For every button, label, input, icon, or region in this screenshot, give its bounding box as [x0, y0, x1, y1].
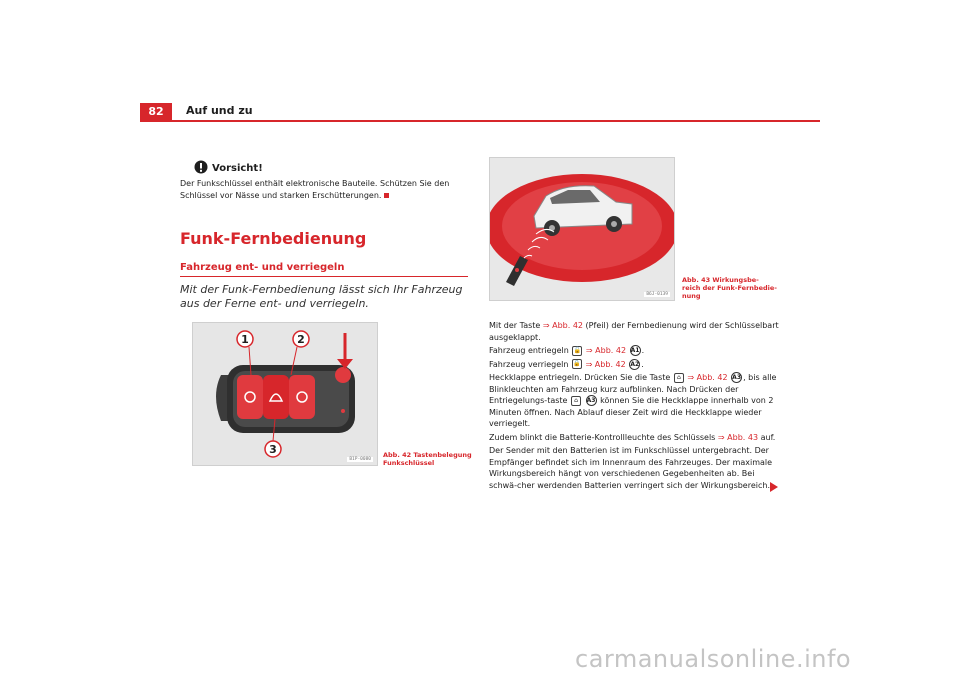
running-title: Auf und zu [186, 104, 253, 117]
intro-text: Mit der Funk-Fernbedienung lässt sich Ihr Fahrzeug aus der Ferne ent- und verriegeln. [180, 283, 463, 310]
trunk-symbol-icon: ⌂ [571, 396, 581, 406]
callout-3: 3 [269, 443, 277, 456]
lock-symbol-icon: 🔒 [573, 360, 581, 367]
figure-key-fob [192, 322, 378, 466]
callout-a2: A2 [630, 360, 640, 368]
lock-button [289, 375, 315, 419]
unlock-button [237, 375, 263, 419]
figure-code: B6J-0139 [646, 292, 668, 297]
figure-reference-link[interactable]: ⇒ Abb. 42 [542, 321, 584, 330]
callout-2: 2 [297, 333, 305, 346]
figure-reference-link[interactable]: ⇒ Abb. 42 [585, 359, 626, 369]
header-rule [140, 120, 820, 122]
callout-a3: A3 [732, 374, 741, 381]
unlock-symbol-icon: 🔓 [573, 346, 582, 354]
paragraph: Heckklappe entriegeln. Drücken Sie die Taste ⌂ ⇒ Abb. 42 A3 , bis alle Blinkleuchten am Fahrzeug kurz aufblinken. Nach Drücken der Entriegelungs-taste ⌂ A3 können Sie die Heckklappe innerhalb von 2 Minuten öffnen. Nach Ablauf dieser Zeit wird die Heckklappe wieder verriegelt. [489, 373, 777, 428]
callout-a3: A3 [586, 397, 596, 404]
paragraph: Mit der Taste ⇒ Abb. 42 (Pfeil) der Fernbedienung wird der Schlüsselbart ausgeklappt. [489, 321, 779, 342]
warning-text: Der Funkschlüssel enthält elektronische Bauteile. Schützen Sie den Schlüssel vor Nässe und starken Erschütterungen. [180, 179, 450, 200]
key-release-button [335, 367, 351, 383]
end-mark-icon [384, 193, 389, 198]
paragraph: Zudem blinkt die Batterie-Kontrollleuchte des Schlüssels ⇒ Abb. 43 auf. [489, 432, 776, 442]
trunk-button [263, 375, 289, 419]
callout-1: 1 [241, 333, 249, 346]
callout-a1: A1 [630, 347, 640, 354]
exclamation-icon [194, 160, 208, 174]
range-illustration [490, 158, 674, 300]
section-title: Funk-Fernbedienung [180, 229, 367, 248]
subsection-title: Fahrzeug ent- und verriegeln [180, 262, 345, 273]
figure-reference-link[interactable]: ⇒ Abb. 43 [717, 432, 759, 442]
warning-title: Vorsicht! [212, 163, 263, 174]
figure-code: B1P-0080 [349, 457, 371, 462]
figure-caption: Abb. 42 Tastenbelegung Funkschlüssel [383, 451, 472, 467]
figure-caption: Abb. 43 Wirkungsbe-reich der Funk-Fernbedie-nung [682, 276, 777, 300]
subsection-rule [180, 276, 468, 277]
page-number: 82 [140, 103, 172, 120]
body-text [489, 320, 781, 493]
figure-reference-link[interactable]: ⇒ Abb. 42 [585, 346, 627, 355]
watermark: carmanualsonline.info [575, 645, 852, 673]
paragraph: Fahrzeug verriegeln 🔒 ⇒ Abb. 42 A2 . [489, 359, 644, 369]
paragraph: Der Sender mit den Batterien ist im Funkschlüssel untergebracht. Der Empfänger befindet sich im Innenraum des Fahrzeuges. Der maximale Wirkungsbereich hängt von verschiedenen Gegebenheiten ab. Bei schwä-cher werdenden Batterien verringert sich der Wirkungsbereich. [489, 446, 773, 490]
trunk-symbol-icon: ⌂ [674, 373, 684, 383]
figure-range [489, 157, 675, 301]
paragraph: Fahrzeug entriegeln 🔓 ⇒ Abb. 42 A1 . [489, 346, 645, 355]
next-page-arrow-icon[interactable] [770, 482, 778, 492]
figure-reference-link[interactable]: ⇒ Abb. 42 [687, 373, 728, 382]
key-fob-illustration [193, 323, 377, 465]
